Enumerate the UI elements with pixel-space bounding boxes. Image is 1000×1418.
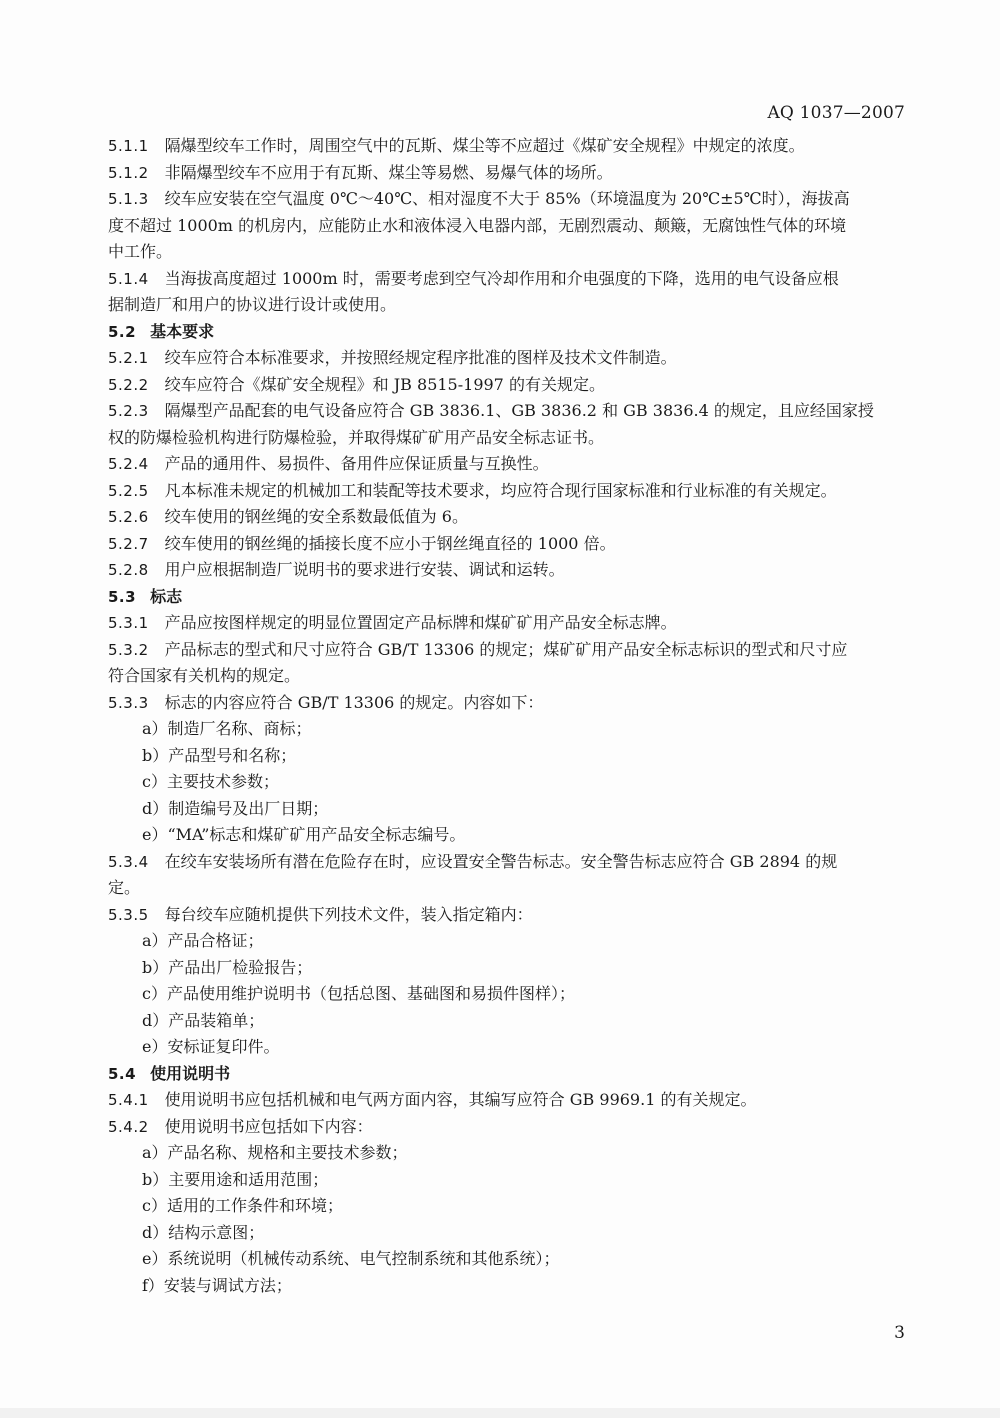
clause-number: 5.1.4 <box>108 269 149 288</box>
clause-line <box>108 531 906 558</box>
clause-line <box>108 902 906 929</box>
clause-number: 5.2 <box>108 322 137 341</box>
clause-number: 5.2.4 <box>108 455 149 473</box>
clause-number: 5.3.1 <box>108 614 149 632</box>
section-heading <box>108 1061 906 1088</box>
clause-text: 绞车使用的钢丝绳的插接长度不应小于钢丝绳直径的 1000 倍。 <box>164 533 616 553</box>
list-item <box>108 1193 906 1220</box>
section-heading <box>108 584 906 611</box>
clause-number: 5.2.6 <box>108 508 149 526</box>
clause-continuation <box>108 425 906 452</box>
clause-number: 5.2.1 <box>108 349 149 367</box>
clause-number: 5.4 <box>108 1064 137 1083</box>
standard-code: AQ 1037—2007 <box>767 103 905 123</box>
clause-text: 在绞车安装场所有潜在危险存在时，应设置安全警告标志。安全警告标志应符合 GB 2894 的规 <box>164 851 838 871</box>
clause-text: 定。 <box>108 878 141 897</box>
clause-text: 度不超过 1000m 的机房内，应能防止水和液体浸入电器内部，无剧烈震动、颠簸，无腐蚀性气体的环境 <box>108 215 847 235</box>
clause-number: 5.3.5 <box>108 905 149 924</box>
clause-continuation <box>108 875 906 902</box>
clause-text: 产品标志的型式和尺寸应符合 GB/T 13306 的规定；煤矿矿用产品安全标志标识的型式和尺寸应 <box>164 639 848 659</box>
section-heading <box>108 319 906 346</box>
clause-number: 5.2.8 <box>108 561 149 579</box>
clause-line <box>108 398 906 425</box>
clause-line <box>108 372 906 399</box>
clause-text: d）产品装箱单； <box>142 1010 265 1030</box>
clause-text: 标志 <box>150 586 183 606</box>
clause-number: 5.1.3 <box>108 190 149 208</box>
clause-line <box>108 557 906 584</box>
clause-continuation <box>108 292 906 319</box>
clause-text: 当海拔高度超过 1000m 时，需要考虑到空气冷却作用和介电强度的下降，选用的电气设备应根 <box>164 268 839 288</box>
clause-line <box>108 133 906 160</box>
clause-text: 凡本标准未规定的机械加工和装配等技术要求，均应符合现行国家标准和行业标准的有关规定。 <box>164 480 837 500</box>
clause-text: 使用说明书 <box>150 1063 231 1083</box>
clause-text: 标志的内容应符合 GB/T 13306 的规定。内容如下： <box>164 692 544 712</box>
clause-text: 使用说明书应包括如下内容： <box>164 1116 373 1136</box>
clause-text: 绞车应安装在空气温度 0℃～40℃、相对湿度不大于 85%（环境温度为 20℃±5℃时），海拔高 <box>164 189 850 208</box>
clause-line <box>108 1087 906 1114</box>
clause-text: e）系统说明（机械传动系统、电气控制系统和其他系统）； <box>142 1249 560 1268</box>
page-bottom-edge <box>0 1408 1000 1418</box>
clause-text: c）适用的工作条件和环境； <box>142 1196 343 1215</box>
clause-continuation <box>108 663 906 690</box>
list-item <box>108 1273 906 1300</box>
clause-line <box>108 610 906 637</box>
clause-text: e）“MA”标志和煤矿矿用产品安全标志编号。 <box>142 825 466 844</box>
list-item <box>108 743 906 770</box>
clause-line <box>108 1114 906 1141</box>
clause-text: 隔爆型绞车工作时，周围空气中的瓦斯、煤尘等不应超过《煤矿安全规程》中规定的浓度。 <box>164 136 805 155</box>
clause-text: 权的防爆检验机构进行防爆检验，并取得煤矿矿用产品安全标志证书。 <box>108 427 605 447</box>
list-item <box>108 822 906 849</box>
clause-text: 绞车使用的钢丝绳的安全系数最低值为 6。 <box>164 507 468 526</box>
clause-line <box>108 266 906 293</box>
clause-number: 5.3.2 <box>108 640 149 659</box>
clause-text: e）安标证复印件。 <box>142 1037 280 1056</box>
clause-text: 绞车应符合本标准要求，并按照经规定程序批准的图样及技术文件制造。 <box>164 348 677 367</box>
list-item <box>108 716 906 743</box>
clause-line <box>108 186 906 213</box>
list-item <box>108 1008 906 1035</box>
clause-text: 基本要求 <box>150 321 215 341</box>
clause-text: f）安装与调试方法； <box>142 1275 292 1295</box>
clause-number: 5.4.1 <box>108 1091 149 1109</box>
clause-continuation <box>108 213 906 240</box>
document-body <box>108 133 906 1299</box>
clause-line <box>108 690 906 717</box>
clause-number: 5.2.2 <box>108 375 149 394</box>
clause-text: b）主要用途和适用范围； <box>142 1169 329 1189</box>
page-number: 3 <box>894 1323 905 1343</box>
clause-number: 5.4.2 <box>108 1117 149 1136</box>
clause-line <box>108 160 906 187</box>
clause-text: b）产品型号和名称； <box>142 745 297 765</box>
clause-text: a）产品名称、规格和主要技术参数； <box>142 1143 408 1162</box>
list-item <box>108 1167 906 1194</box>
clause-text: 产品应按图样规定的明显位置固定产品标牌和煤矿矿用产品安全标志牌。 <box>164 613 677 632</box>
clause-text: d）结构示意图； <box>142 1222 265 1242</box>
list-item <box>108 1034 906 1061</box>
list-item <box>108 1140 906 1167</box>
clause-text: 每台绞车应随机提供下列技术文件，装入指定箱内： <box>164 904 533 924</box>
list-item <box>108 928 906 955</box>
clause-number: 5.3 <box>108 587 137 606</box>
clause-text: 用户应根据制造厂说明书的要求进行安装、调试和运转。 <box>164 560 565 579</box>
clause-number: 5.1.1 <box>108 137 149 155</box>
clause-text: a）产品合格证； <box>142 931 264 950</box>
clause-line <box>108 504 906 531</box>
clause-text: c）主要技术参数； <box>142 772 279 791</box>
clause-text: c）产品使用维护说明书（包括总图、基础图和易损件图样）； <box>142 984 575 1003</box>
clause-number: 5.2.7 <box>108 534 149 553</box>
clause-number: 5.1.2 <box>108 163 149 182</box>
clause-number: 5.3.3 <box>108 693 149 712</box>
clause-continuation <box>108 239 906 266</box>
clause-text: 据制造厂和用户的协议进行设计或使用。 <box>108 295 397 314</box>
list-item <box>108 981 906 1008</box>
clause-text: b）产品出厂检验报告； <box>142 957 313 977</box>
clause-text: 绞车应符合《煤矿安全规程》和 JB 8515-1997 的有关规定。 <box>164 374 605 394</box>
list-item <box>108 1220 906 1247</box>
list-item <box>108 796 906 823</box>
clause-text: 中工作。 <box>108 242 173 261</box>
clause-number: 5.2.3 <box>108 402 149 420</box>
clause-text: 非隔爆型绞车不应用于有瓦斯、煤尘等易燃、易爆气体的场所。 <box>164 162 613 182</box>
list-item <box>108 955 906 982</box>
clause-line <box>108 637 906 664</box>
clause-line <box>108 849 906 876</box>
clause-text: a）制造厂名称、商标； <box>142 719 312 738</box>
list-item <box>108 769 906 796</box>
clause-line <box>108 345 906 372</box>
clause-text: 符合国家有关机构的规定。 <box>108 666 301 685</box>
clause-line <box>108 478 906 505</box>
clause-text: d）制造编号及出厂日期； <box>142 798 329 818</box>
clause-number: 5.2.5 <box>108 481 149 500</box>
clause-text: 产品的通用件、易损件、备用件应保证质量与互换性。 <box>164 454 549 473</box>
list-item <box>108 1246 906 1273</box>
clause-line <box>108 451 906 478</box>
clause-text: 隔爆型产品配套的电气设备应符合 GB 3836.1、GB 3836.2 和 GB 3836.4 的规定，且应经国家授 <box>164 401 874 420</box>
clause-number: 5.3.4 <box>108 852 149 871</box>
clause-text: 使用说明书应包括机械和电气两方面内容，其编写应符合 GB 9969.1 的有关规定。 <box>164 1090 757 1109</box>
